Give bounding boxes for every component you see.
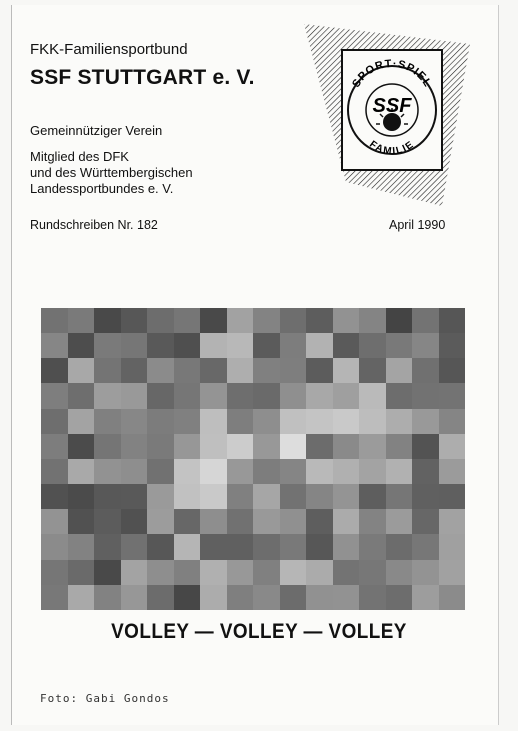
photo-pixel-block bbox=[280, 383, 307, 408]
photo-pixel-block bbox=[94, 358, 121, 383]
photo-pixel-block bbox=[41, 434, 68, 459]
photo-pixel-block bbox=[174, 534, 201, 559]
photo-pixel-block bbox=[306, 434, 333, 459]
membership-line-2: und des Württembergischen bbox=[30, 165, 193, 180]
photo-pixel-block bbox=[174, 560, 201, 585]
photo-pixel-block bbox=[306, 308, 333, 333]
photo-pixel-block bbox=[147, 383, 174, 408]
photo-pixel-block bbox=[68, 560, 95, 585]
photo-pixel-block bbox=[280, 409, 307, 434]
photo-pixel-block bbox=[280, 560, 307, 585]
photo-pixel-block bbox=[94, 333, 121, 358]
photo-pixel-block bbox=[41, 333, 68, 358]
photo-pixel-block bbox=[333, 585, 360, 610]
logo-bottom-text: FAMILIE bbox=[367, 138, 417, 158]
photo-pixel-block bbox=[333, 308, 360, 333]
photo-pixel-block bbox=[386, 358, 413, 383]
photo-pixel-block bbox=[41, 560, 68, 585]
photo-pixel-block bbox=[306, 409, 333, 434]
photo-pixel-block bbox=[121, 409, 148, 434]
photo-pixel-block bbox=[280, 333, 307, 358]
photo-pixel-block bbox=[68, 333, 95, 358]
photo-pixel-block bbox=[386, 484, 413, 509]
club-status: Gemeinnütziger Verein bbox=[30, 123, 163, 138]
photo-pixel-block bbox=[412, 459, 439, 484]
photo-pixel-block bbox=[412, 383, 439, 408]
photo-pixel-block bbox=[359, 434, 386, 459]
photo-pixel-block bbox=[174, 358, 201, 383]
photo-pixel-block bbox=[253, 333, 280, 358]
photo-pixel-block bbox=[121, 484, 148, 509]
photo-pixel-block bbox=[306, 484, 333, 509]
photo-pixel-block bbox=[147, 534, 174, 559]
photo-pixel-block bbox=[174, 383, 201, 408]
logo-graphic bbox=[302, 20, 472, 210]
photo-pixel-block bbox=[306, 358, 333, 383]
photo-pixel-block bbox=[94, 534, 121, 559]
photo-pixel-block bbox=[359, 308, 386, 333]
photo-pixel-block bbox=[333, 434, 360, 459]
pixelated-photo bbox=[41, 308, 465, 610]
photo-pixel-block bbox=[174, 484, 201, 509]
photo-pixel-block bbox=[200, 409, 227, 434]
photo-pixel-block bbox=[94, 409, 121, 434]
photo-pixel-block bbox=[439, 308, 466, 333]
photo-pixel-block bbox=[200, 585, 227, 610]
photo-pixel-block bbox=[41, 585, 68, 610]
photo-pixel-block bbox=[253, 509, 280, 534]
photo-pixel-block bbox=[333, 409, 360, 434]
photo-pixel-block bbox=[306, 509, 333, 534]
photo-pixel-block bbox=[412, 509, 439, 534]
photo-pixel-block bbox=[94, 484, 121, 509]
photo-pixel-block bbox=[412, 358, 439, 383]
photo-pixel-block bbox=[280, 585, 307, 610]
photo-pixel-block bbox=[200, 484, 227, 509]
photo-pixel-block bbox=[200, 509, 227, 534]
photo-pixel-block bbox=[359, 585, 386, 610]
photo-pixel-block bbox=[174, 308, 201, 333]
photo-pixel-block bbox=[280, 308, 307, 333]
photo-pixel-block bbox=[227, 333, 254, 358]
newsletter-number: Rundschreiben Nr. 182 bbox=[30, 218, 158, 232]
photo-pixel-block bbox=[174, 434, 201, 459]
photo-pixel-block bbox=[121, 434, 148, 459]
photo-pixel-block bbox=[412, 333, 439, 358]
photo-pixel-block bbox=[227, 409, 254, 434]
photo-pixel-block bbox=[94, 560, 121, 585]
photo-pixel-block bbox=[333, 509, 360, 534]
photo-pixel-block bbox=[359, 333, 386, 358]
membership-line-1: Mitglied des DFK bbox=[30, 149, 129, 164]
photo-pixel-block bbox=[359, 560, 386, 585]
photo-pixel-block bbox=[41, 358, 68, 383]
org-name: FKK-Familiensportbund bbox=[30, 41, 188, 58]
photo-pixel-block bbox=[439, 333, 466, 358]
photo-pixel-block bbox=[333, 358, 360, 383]
photo-pixel-block bbox=[147, 509, 174, 534]
photo-pixel-block bbox=[121, 383, 148, 408]
photo-pixel-block bbox=[41, 509, 68, 534]
photo-pixel-block bbox=[359, 484, 386, 509]
photo-pixel-block bbox=[147, 409, 174, 434]
photo-pixel-block bbox=[333, 560, 360, 585]
photo-pixel-block bbox=[439, 509, 466, 534]
photo-pixel-block bbox=[41, 383, 68, 408]
photo-pixel-block bbox=[68, 409, 95, 434]
photo-pixel-block bbox=[386, 534, 413, 559]
logo-center-text: SSF bbox=[372, 95, 412, 117]
photo-pixel-block bbox=[68, 308, 95, 333]
photo-pixel-block bbox=[359, 534, 386, 559]
photo-pixel-block bbox=[412, 308, 439, 333]
photo-pixel-block bbox=[253, 434, 280, 459]
photo-pixel-block bbox=[94, 585, 121, 610]
photo-pixel-block bbox=[412, 560, 439, 585]
photo-pixel-block bbox=[359, 383, 386, 408]
photo-pixel-block bbox=[280, 534, 307, 559]
photo-pixel-block bbox=[147, 585, 174, 610]
logo-top-text: SPORT·SPIEL bbox=[350, 57, 434, 90]
photo-pixel-block bbox=[253, 383, 280, 408]
club-name: SSF STUTTGART e. V. bbox=[30, 66, 255, 89]
photo-pixel-block bbox=[68, 509, 95, 534]
photo-pixel-block bbox=[306, 459, 333, 484]
membership-line-3: Landessportbundes e. V. bbox=[30, 181, 174, 196]
photo-pixel-block bbox=[174, 585, 201, 610]
photo-pixel-block bbox=[412, 534, 439, 559]
photo-pixel-block bbox=[68, 585, 95, 610]
photo-pixel-block bbox=[41, 308, 68, 333]
headline: VOLLEY — VOLLEY — VOLLEY bbox=[111, 620, 407, 643]
photo-pixel-block bbox=[174, 409, 201, 434]
photo-pixel-block bbox=[227, 585, 254, 610]
photo-pixel-block bbox=[333, 459, 360, 484]
photo-pixel-block bbox=[68, 534, 95, 559]
photo-pixel-block bbox=[121, 308, 148, 333]
photo-pixel-block bbox=[227, 383, 254, 408]
photo-pixel-block bbox=[280, 358, 307, 383]
photo-pixel-block bbox=[227, 560, 254, 585]
photo-pixel-block bbox=[147, 560, 174, 585]
photo-pixel-block bbox=[412, 434, 439, 459]
photo-pixel-block bbox=[306, 383, 333, 408]
photo-pixel-block bbox=[147, 434, 174, 459]
photo-pixel-block bbox=[306, 585, 333, 610]
photo-pixel-block bbox=[439, 484, 466, 509]
photo-pixel-block bbox=[68, 358, 95, 383]
photo-pixel-block bbox=[333, 383, 360, 408]
photo-pixel-block bbox=[333, 333, 360, 358]
membership-info bbox=[30, 149, 193, 197]
photo-pixel-block bbox=[386, 560, 413, 585]
photo-pixel-block bbox=[200, 434, 227, 459]
photo-pixel-block bbox=[253, 560, 280, 585]
photo-pixel-block bbox=[306, 333, 333, 358]
photo-pixel-block bbox=[253, 409, 280, 434]
photo-pixel-block bbox=[200, 333, 227, 358]
photo-pixel-block bbox=[412, 409, 439, 434]
photo-pixel-block bbox=[94, 459, 121, 484]
photo-pixel-block bbox=[94, 434, 121, 459]
photo-pixel-block bbox=[439, 459, 466, 484]
photo-pixel-block bbox=[439, 585, 466, 610]
photo-pixel-block bbox=[94, 509, 121, 534]
photo-pixel-block bbox=[439, 560, 466, 585]
photo-pixel-block bbox=[147, 358, 174, 383]
photo-pixel-block bbox=[94, 308, 121, 333]
photo-pixel-block bbox=[121, 509, 148, 534]
photo-pixel-block bbox=[200, 534, 227, 559]
photo-pixel-block bbox=[386, 383, 413, 408]
photo-pixel-block bbox=[412, 484, 439, 509]
photo-pixel-block bbox=[333, 534, 360, 559]
photo-pixel-block bbox=[253, 484, 280, 509]
photo-pixel-block bbox=[227, 509, 254, 534]
photo-pixel-block bbox=[41, 484, 68, 509]
photo-pixel-block bbox=[68, 484, 95, 509]
photo-pixel-block bbox=[174, 333, 201, 358]
photo-pixel-block bbox=[253, 459, 280, 484]
photo-pixel-block bbox=[306, 560, 333, 585]
photo-pixel-block bbox=[439, 434, 466, 459]
photo-credit: Foto: Gabi Gondos bbox=[40, 692, 170, 705]
photo-pixel-block bbox=[253, 534, 280, 559]
photo-pixel-block bbox=[386, 333, 413, 358]
photo-pixel-block bbox=[68, 459, 95, 484]
photo-pixel-block bbox=[280, 434, 307, 459]
photo-pixel-block bbox=[68, 434, 95, 459]
photo-pixel-block bbox=[253, 585, 280, 610]
photo-pixel-block bbox=[227, 434, 254, 459]
photo-pixel-block bbox=[147, 333, 174, 358]
photo-pixel-block bbox=[41, 534, 68, 559]
photo-pixel-block bbox=[200, 358, 227, 383]
photo-pixel-block bbox=[359, 358, 386, 383]
photo-pixel-block bbox=[200, 383, 227, 408]
photo-pixel-block bbox=[121, 333, 148, 358]
photo-pixel-block bbox=[386, 308, 413, 333]
photo-pixel-block bbox=[280, 509, 307, 534]
photo-pixel-block bbox=[147, 484, 174, 509]
photo-pixel-block bbox=[227, 484, 254, 509]
photo-pixel-block bbox=[121, 560, 148, 585]
photo-pixel-block bbox=[359, 459, 386, 484]
photo-pixel-block bbox=[280, 459, 307, 484]
club-logo bbox=[302, 20, 472, 210]
photo-pixel-block bbox=[41, 409, 68, 434]
issue-date: April 1990 bbox=[389, 218, 446, 232]
photo-pixel-block bbox=[200, 560, 227, 585]
photo-pixel-block bbox=[174, 459, 201, 484]
photo-pixel-block bbox=[333, 484, 360, 509]
photo-pixel-block bbox=[412, 585, 439, 610]
photo-pixel-block bbox=[439, 383, 466, 408]
photo-pixel-block bbox=[121, 534, 148, 559]
photo-pixel-block bbox=[439, 358, 466, 383]
photo-pixel-block bbox=[94, 383, 121, 408]
photo-pixel-block bbox=[359, 509, 386, 534]
photo-pixel-block bbox=[386, 459, 413, 484]
photo-pixel-block bbox=[121, 585, 148, 610]
photo-pixel-block bbox=[253, 358, 280, 383]
photo-pixel-block bbox=[200, 459, 227, 484]
photo-pixel-block bbox=[227, 534, 254, 559]
photo-pixel-block bbox=[200, 308, 227, 333]
photo-pixel-block bbox=[147, 308, 174, 333]
photo-pixel-block bbox=[386, 409, 413, 434]
photo-pixel-block bbox=[121, 358, 148, 383]
photo-pixel-block bbox=[68, 383, 95, 408]
photo-pixel-block bbox=[174, 509, 201, 534]
photo-pixel-block bbox=[386, 585, 413, 610]
photo-pixel-block bbox=[227, 308, 254, 333]
photo-pixel-block bbox=[280, 484, 307, 509]
photo-pixel-block bbox=[121, 459, 148, 484]
photo-pixel-block bbox=[439, 409, 466, 434]
photo-pixel-block bbox=[147, 459, 174, 484]
photo-pixel-block bbox=[439, 534, 466, 559]
photo-pixel-block bbox=[386, 509, 413, 534]
photo-pixel-block bbox=[41, 459, 68, 484]
photo-pixel-block bbox=[227, 358, 254, 383]
photo-pixel-block bbox=[386, 434, 413, 459]
photo-pixel-block bbox=[359, 409, 386, 434]
photo-pixel-block bbox=[253, 308, 280, 333]
photo-pixel-block bbox=[227, 459, 254, 484]
photo-pixel-block bbox=[306, 534, 333, 559]
